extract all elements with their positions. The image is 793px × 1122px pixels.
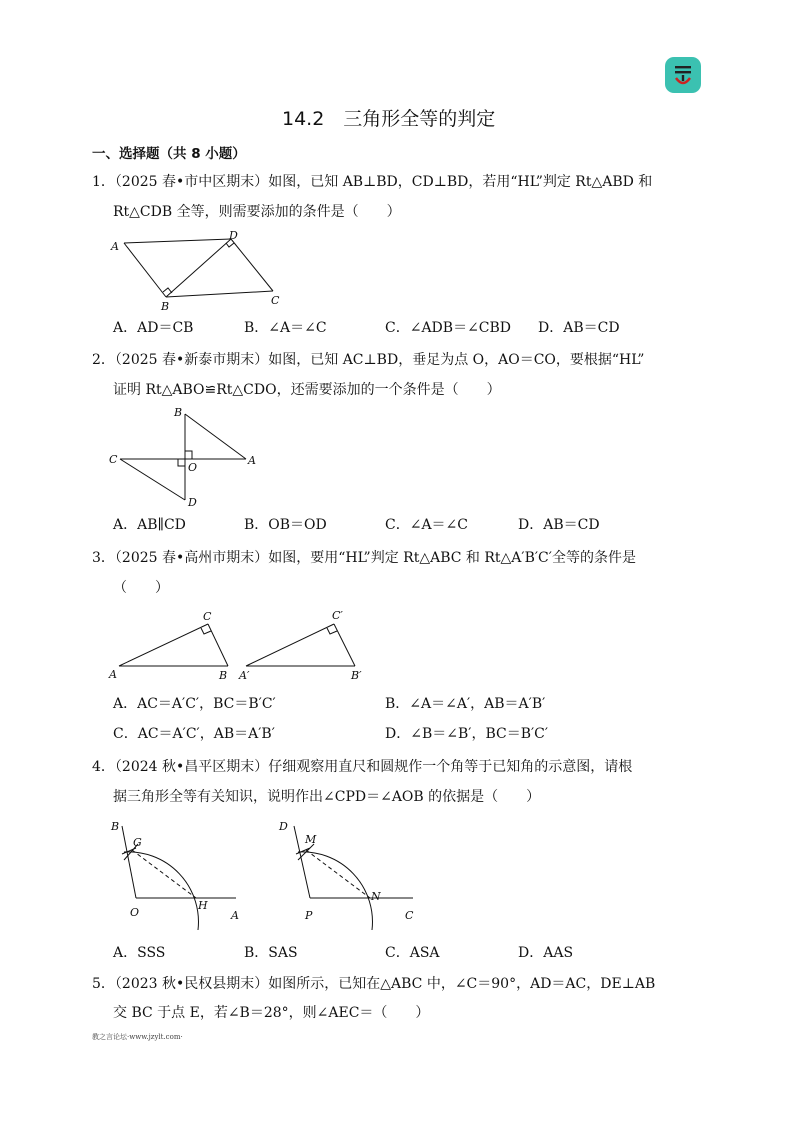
fig3-label-b-prime: B′	[351, 669, 362, 682]
fig4-label-p: P	[305, 909, 313, 922]
q3-option-d[interactable]: D．∠B＝∠B′，BC＝B′C′	[385, 726, 549, 742]
question-5-line-1: 5．（2023 秋•民权县期末）如图所示，已知在△ABC 中，∠C＝90°，AD＝AC，DE⊥AB	[92, 976, 656, 992]
section-title: 一、选择题（共 8 小题）	[92, 146, 246, 162]
question-1-line-2: Rt△CDB 全等，则需要添加的条件是（ ）	[113, 204, 401, 220]
q1-option-c[interactable]: C．∠ADB＝∠CBD	[385, 320, 512, 336]
q2-option-c[interactable]: C．∠A＝∠C	[385, 517, 468, 533]
question-1-line-1: 1．（2025 春•市中区期末）如图，已知 AB⊥BD，CD⊥BD，若用“HL”判定 Rt△ABD 和	[92, 174, 653, 190]
question-5-line-2: 交 BC 于点 E，若∠B＝28°，则∠AEC＝（ ）	[113, 1005, 430, 1021]
fig1-label-d: D	[229, 229, 238, 242]
fig4-label-d: D	[279, 820, 288, 833]
fig3-label-a: A	[109, 668, 117, 681]
question-3-line-1: 3．（2025 春•高州市期末）如图，要用“HL”判定 Rt△ABC 和 Rt△A′B′C′全等的条件是	[92, 550, 636, 566]
fig2-label-o: O	[188, 461, 198, 474]
q2-option-a[interactable]: A．AB∥CD	[113, 517, 186, 533]
fig2-label-d: D	[188, 496, 197, 508]
q1-option-b[interactable]: B．∠A＝∠C	[244, 320, 327, 336]
page-title: 14.2 三角形全等的判定	[282, 108, 496, 130]
fig3-label-c: C	[203, 610, 212, 623]
fig1-label-c: C	[271, 294, 280, 307]
fig4-label-m: M	[305, 833, 317, 846]
fig4-label-a: A	[231, 909, 239, 922]
q3-option-b[interactable]: B．∠A＝∠A′，AB＝A′B′	[385, 696, 546, 712]
fig3-label-b: B	[219, 669, 228, 682]
fig4-label-b: B	[111, 820, 120, 833]
fig2-label-a: A	[248, 454, 256, 467]
fig4-label-g: G	[133, 836, 142, 849]
fig1-label-b: B	[161, 300, 170, 313]
question-4-line-2: 据三角形全等有关知识，说明作出∠CPD＝∠AOB 的依据是（ ）	[113, 789, 541, 805]
question-4-line-1: 4．（2024 秋•昌平区期末）仔细观察用直尺和圆规作一个角等于已知角的示意图，请根	[92, 759, 633, 775]
question-3-line-2: （ ）	[113, 580, 169, 596]
fig3-label-c-prime: C′	[332, 609, 343, 622]
fig2-label-b: B	[174, 406, 183, 419]
question-1-figure	[108, 228, 298, 318]
question-3-figure	[108, 604, 378, 688]
q4-option-c[interactable]: C．ASA	[385, 945, 440, 961]
q4-option-b[interactable]: B．SAS	[244, 945, 298, 961]
fig3-label-a-prime: A′	[239, 669, 250, 682]
fig1-label-a: A	[111, 240, 119, 253]
fig2-label-c: C	[109, 453, 118, 466]
fig4-label-n: N	[371, 890, 381, 903]
question-4-figure	[108, 812, 418, 940]
q1-option-d[interactable]: D．AB＝CD	[538, 320, 620, 336]
q3-option-a[interactable]: A．AC＝A′C′，BC＝B′C′	[113, 696, 276, 712]
question-2-figure	[108, 404, 258, 512]
fig4-label-o: O	[130, 906, 140, 919]
q4-option-d[interactable]: D．AAS	[518, 945, 574, 961]
q3-option-c[interactable]: C．AC＝A′C′，AB＝A′B′	[113, 726, 275, 742]
q1-option-a[interactable]: A．AD＝CB	[113, 320, 194, 336]
fig4-label-h: H	[198, 899, 208, 912]
question-2-line-2: 证明 Rt△ABO≌Rt△CDO，还需要添加的一个条件是（ ）	[113, 382, 501, 398]
footer-text: 教之言论坛·www.jzylt.com·	[92, 1033, 183, 1041]
q2-option-b[interactable]: B．OB＝OD	[244, 517, 327, 533]
q4-option-a[interactable]: A．SSS	[113, 945, 166, 961]
fig4-label-c: C	[405, 909, 414, 922]
q2-option-d[interactable]: D．AB＝CD	[518, 517, 600, 533]
question-2-line-1: 2．（2025 春•新泰市期末）如图，已知 AC⊥BD，垂足为点 O，AO＝CO，要根据“HL”	[92, 352, 645, 368]
doc-logo-icon	[665, 57, 701, 93]
